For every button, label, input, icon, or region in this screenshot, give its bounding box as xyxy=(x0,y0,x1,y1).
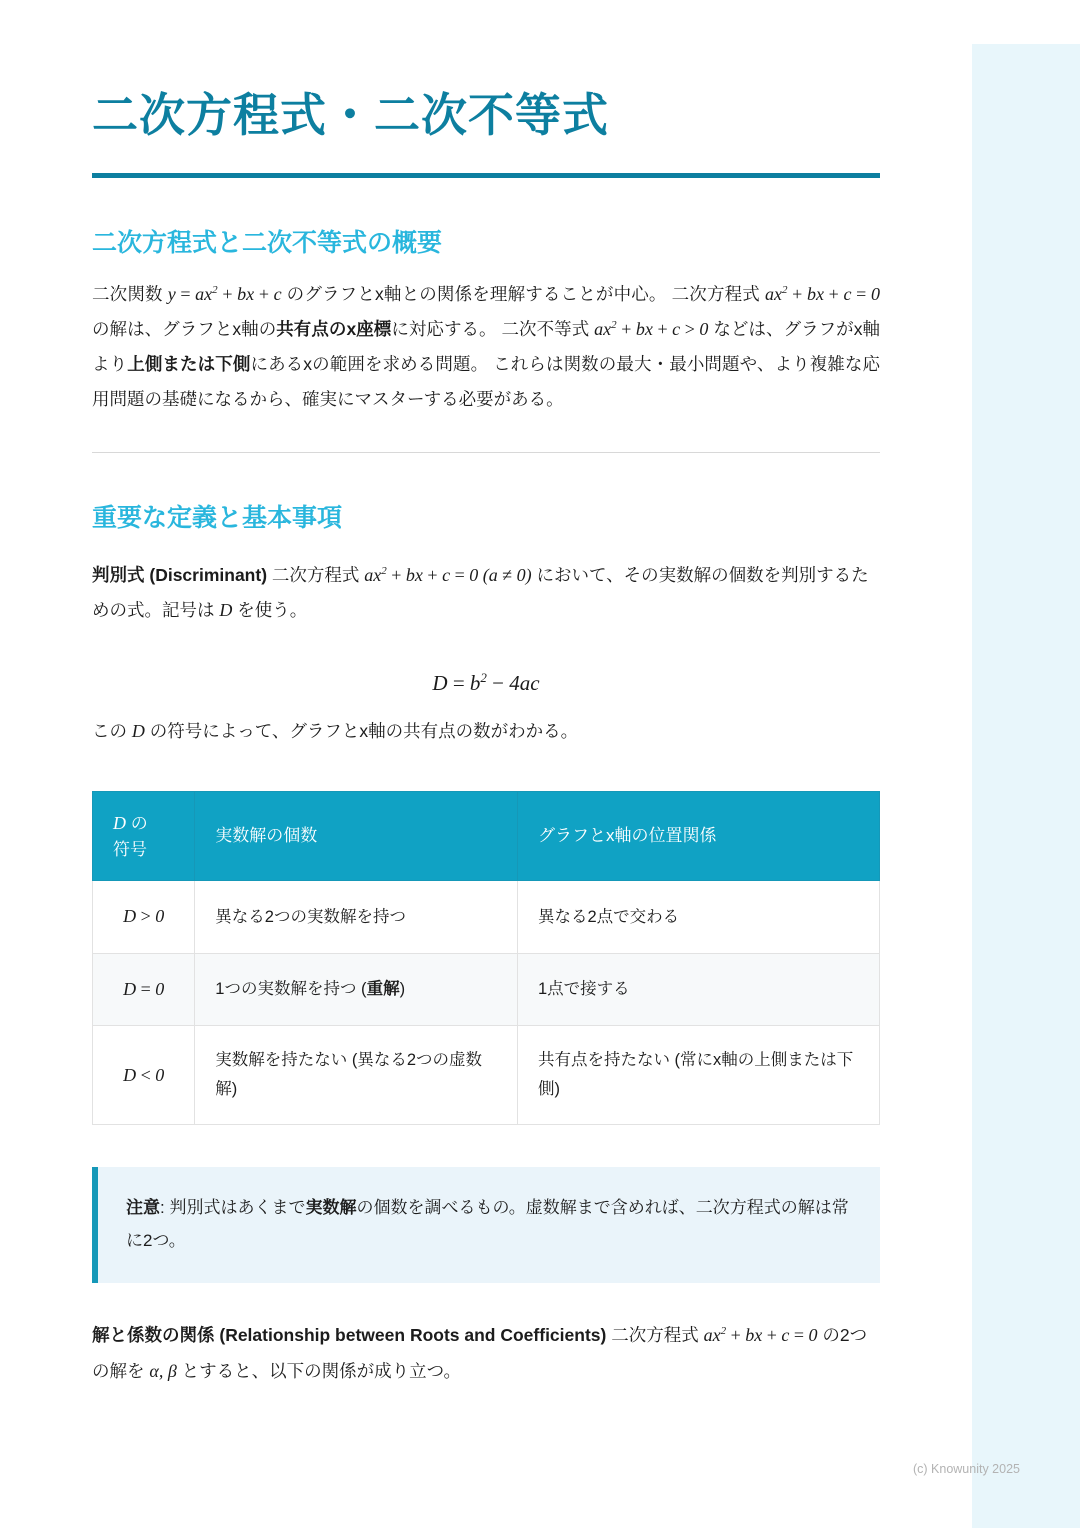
overview-text-6: にあるxの範囲を求める問題。 これらは関数の最大・最小問題や、より複雑な応用問題の基礎になるから、確実にマスターする必要がある。 xyxy=(92,354,881,409)
overview-bold-2: 上側または下側 xyxy=(127,354,251,375)
table-row xyxy=(93,881,880,954)
note-text-1: : 判別式はあくまで xyxy=(160,1198,306,1218)
row-sign: D > 0 xyxy=(93,881,195,954)
overview-text-5: などは、グラフがx軸より xyxy=(92,319,880,375)
roots-relation-text-3: とすると、以下の関係が成り立つ。 xyxy=(176,1361,461,1382)
note-label: 注意 xyxy=(126,1198,160,1218)
overview-bold-1: 共有点のx座標 xyxy=(276,319,392,340)
page-title: 二次方程式・二次不等式 xyxy=(92,89,609,141)
copyright-notice: (c) Knowunity 2025 xyxy=(912,1462,1020,1476)
definition-text-3: を使う。 xyxy=(232,599,308,620)
section-heading-overview: 二次方程式と二次不等式の概要 xyxy=(92,229,443,258)
definition-math-2: D xyxy=(219,599,233,620)
roots-relation-text-1: 二次方程式 xyxy=(606,1325,704,1346)
row-count xyxy=(195,1026,518,1125)
table-header-graph: グラフとx軸の位置関係 xyxy=(517,791,879,881)
note-text-2: の個数を調べるもの。虚数解まで含めれば、二次方程式の解は常に2つ。 xyxy=(126,1198,849,1251)
note-bold: 実数解 xyxy=(305,1198,357,1218)
roots-relation-math-2: α, β xyxy=(149,1361,177,1382)
roots-relation-math-1: $ax^2$ + bx + c = 0 xyxy=(703,1325,818,1346)
table-header-count: 実数解の個数 xyxy=(195,791,518,881)
discriminant-explanation-math: D xyxy=(131,720,145,741)
row-count xyxy=(195,953,518,1026)
definition-text-1: 二次方程式 xyxy=(267,564,365,585)
overview-math-1: $y = ax^2$ + bx + c xyxy=(167,284,282,305)
row-count-text: 異なる2つの実数解を持つ xyxy=(215,907,406,926)
overview-paragraph xyxy=(92,277,880,415)
roots-relation-term: 解と係数の関係 (Relationship between Roots and Coefficients) xyxy=(92,1325,607,1346)
roots-relation-text-2: の2つの解を xyxy=(92,1325,868,1382)
row-count-text-post: ) xyxy=(399,980,406,999)
definition-math-1: $ax^2$ + bx + c = 0 (a ≠ 0) xyxy=(364,564,532,585)
row-count-bold: 重解 xyxy=(366,980,400,999)
table-header-sign-suffix: の xyxy=(126,813,148,833)
discriminant-explanation-text-1: この xyxy=(92,720,132,741)
row-count xyxy=(195,881,518,954)
overview-text-3: の解は、グラフとx軸の xyxy=(92,319,277,340)
discriminant-table xyxy=(92,791,880,1125)
overview-text-2: のグラフとx軸との関係を理解することが中心。 二次方程式 xyxy=(281,284,765,305)
table-row xyxy=(93,1026,880,1125)
table-row xyxy=(93,953,880,1026)
row-count-text: 1つの実数解を持つ ( xyxy=(215,980,367,999)
definition-term: 判別式 (Discriminant) xyxy=(92,564,268,585)
overview-math-3: $ax^2$ + bx + c > 0 xyxy=(594,319,709,340)
row-graph: 異なる2点で交わる xyxy=(517,881,879,954)
discriminant-explanation xyxy=(92,714,880,749)
table-header-sign xyxy=(93,791,195,881)
table-header-row xyxy=(93,791,880,881)
note-callout xyxy=(92,1167,880,1283)
roots-relation-paragraph xyxy=(92,1317,880,1389)
definition-text-2: において、その実数解の個数を判別するための式。記号は xyxy=(92,564,869,620)
row-sign: D = 0 xyxy=(93,953,195,1026)
overview-text-1: 二次関数 xyxy=(92,284,168,305)
section-divider xyxy=(92,452,880,453)
table-header-sign-math: D xyxy=(113,812,126,833)
discriminant-formula: $D = b^2 - 4ac$ xyxy=(432,669,540,695)
title-divider xyxy=(92,173,880,178)
overview-math-2: $ax^2$ + bx + c = 0 xyxy=(764,284,880,305)
row-graph: 共有点を持たない (常にx軸の上側または下側) xyxy=(517,1026,879,1125)
row-sign: D < 0 xyxy=(93,1026,195,1125)
row-count-text: 実数解を持たない (異なる2つの虚数解) xyxy=(215,1051,483,1099)
section-heading-definitions: 重要な定義と基本事項 xyxy=(92,503,343,532)
discriminant-explanation-text-2: の符号によって、グラフとx軸の共有点の数がわかる。 xyxy=(144,720,579,741)
definition-discriminant xyxy=(92,558,880,628)
table-header-sign-line2: 符号 xyxy=(113,839,147,859)
row-graph: 1点で接する xyxy=(517,953,879,1026)
overview-text-4: に対応する。 二次不等式 xyxy=(391,319,595,340)
page-side-accent xyxy=(972,44,1080,1528)
